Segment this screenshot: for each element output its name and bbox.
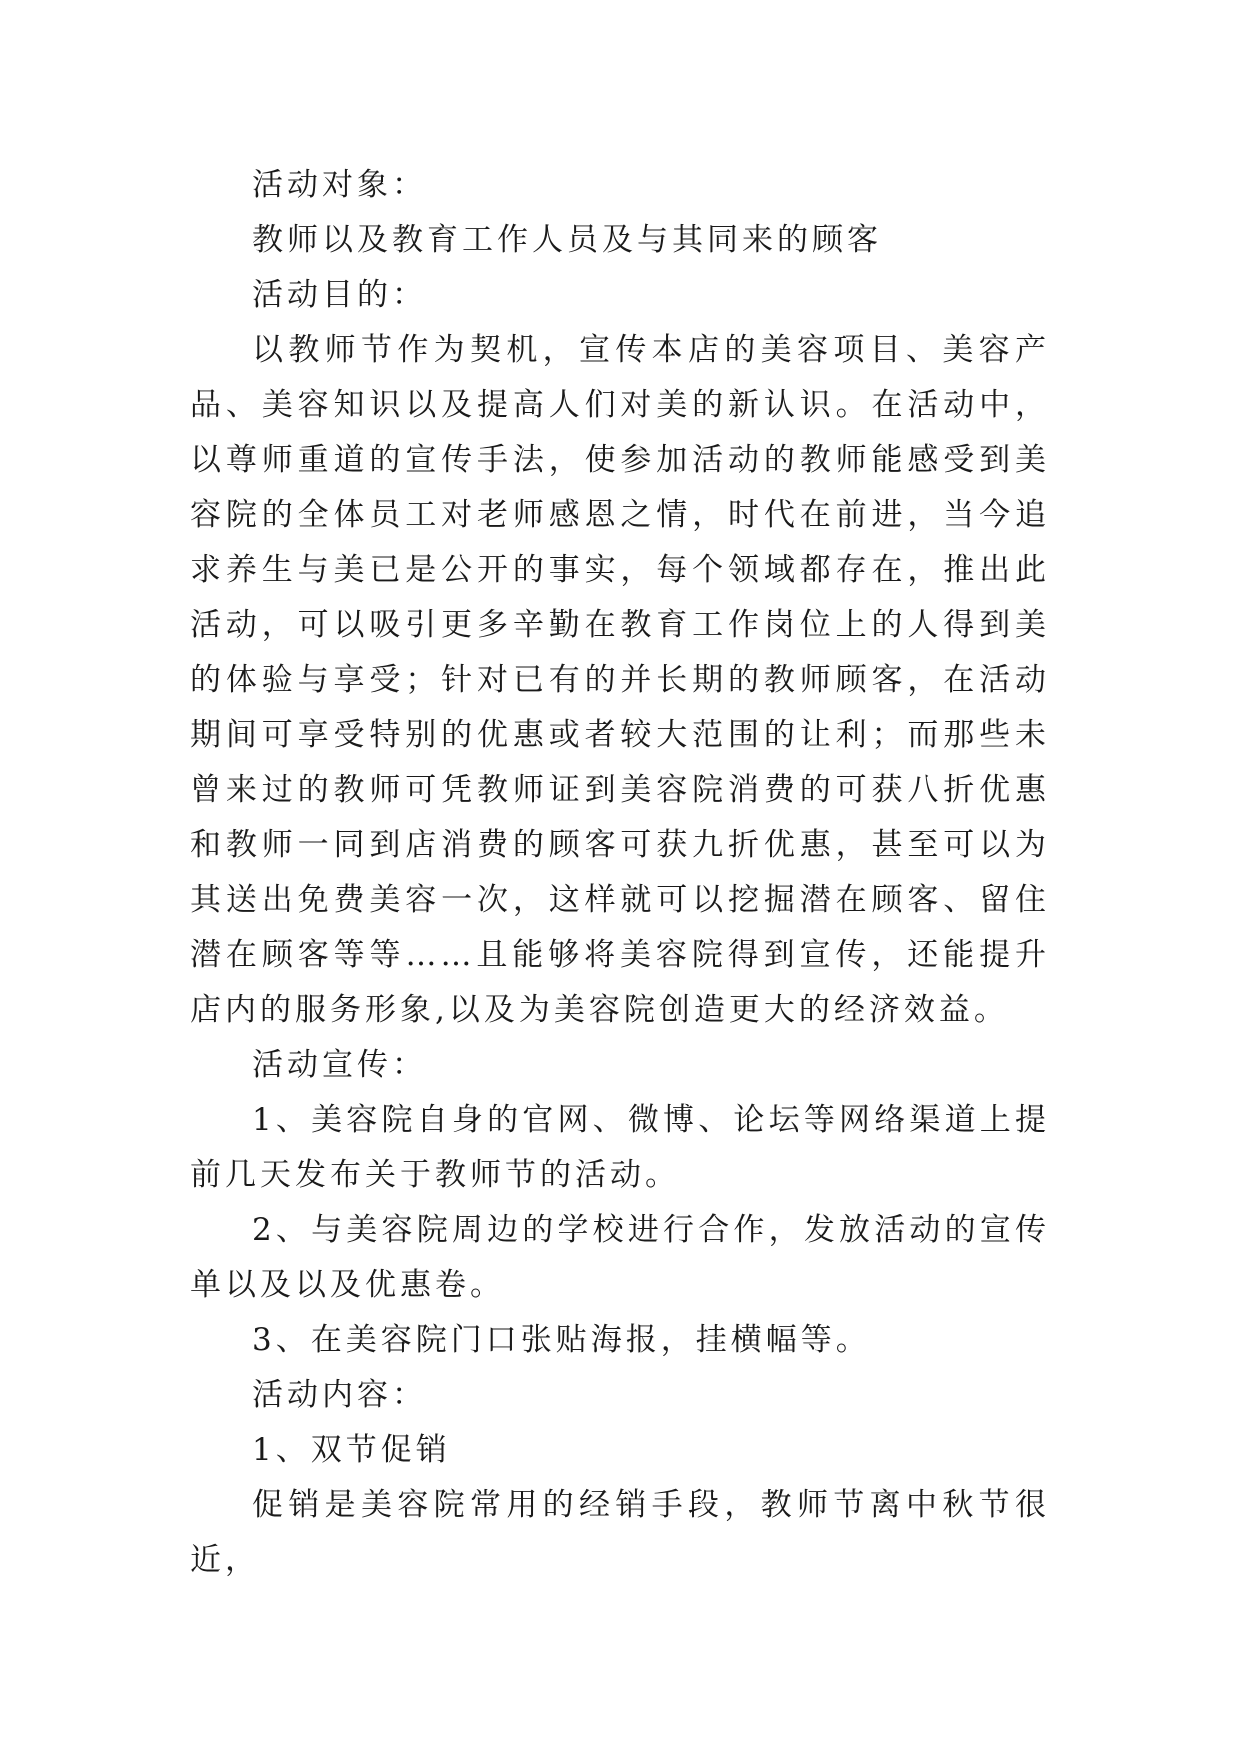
paragraph-promotion-item-2: 2、与美容院周边的学校进行合作，发放活动的宣传单以及以及优惠卷。 [190, 1212, 1050, 1303]
paragraph-promotion-heading: 活动宣传： [252, 1047, 427, 1083]
paragraph-promotion-item-1: 1、美容院自身的官网、微博、论坛等网络渠道上提前几天发布关于教师节的活动。 [190, 1102, 1050, 1193]
paragraph-target-audience: 教师以及教育工作人员及与其同来的顾客 [252, 222, 882, 258]
paragraph-purpose-body: 以教师节作为契机，宣传本店的美容项目、美容产品、美容知识以及提高人们对美的新认识。在活动中，以尊师重道的宣传手法，使参加活动的教师能感受到美容院的全体员工对老师感恩之情，时代在前进，当今追求养生与美已是公开的事实，每个领域都存在，推出此活动，可以吸引更多辛勤在教育工作岗位上的人得到美的体验与享受；针对已有的并长期的教师顾客，在活动期间可享受特别的优惠或者较大范围的让利；而那些未曾来过的教师可凭教师证到美容院消费的可获八折优惠和教师一同到店消费的顾客可获九折优惠，甚至可以为其送出免费美容一次，这样就可以挖掘潜在顾客、留住潜在顾客等等……且能够将美容院得到宣传，还能提升店内的服务形象,以及为美容院创造更大的经济效益。 [190, 332, 1050, 1028]
paragraph-content-heading: 活动内容： [252, 1377, 427, 1413]
paragraph-promotion-item-3: 3、在美容院门口张贴海报，挂横幅等。 [252, 1322, 871, 1358]
paragraph-content-item-1: 1、双节促销 [252, 1432, 451, 1468]
paragraph-target-heading: 活动对象： [252, 167, 427, 203]
document-body [190, 158, 1050, 1588]
paragraph-purpose-heading: 活动目的： [252, 277, 427, 313]
paragraph-content-item-1-body: 促销是美容院常用的经销手段，教师节离中秋节很近， [190, 1487, 1050, 1578]
